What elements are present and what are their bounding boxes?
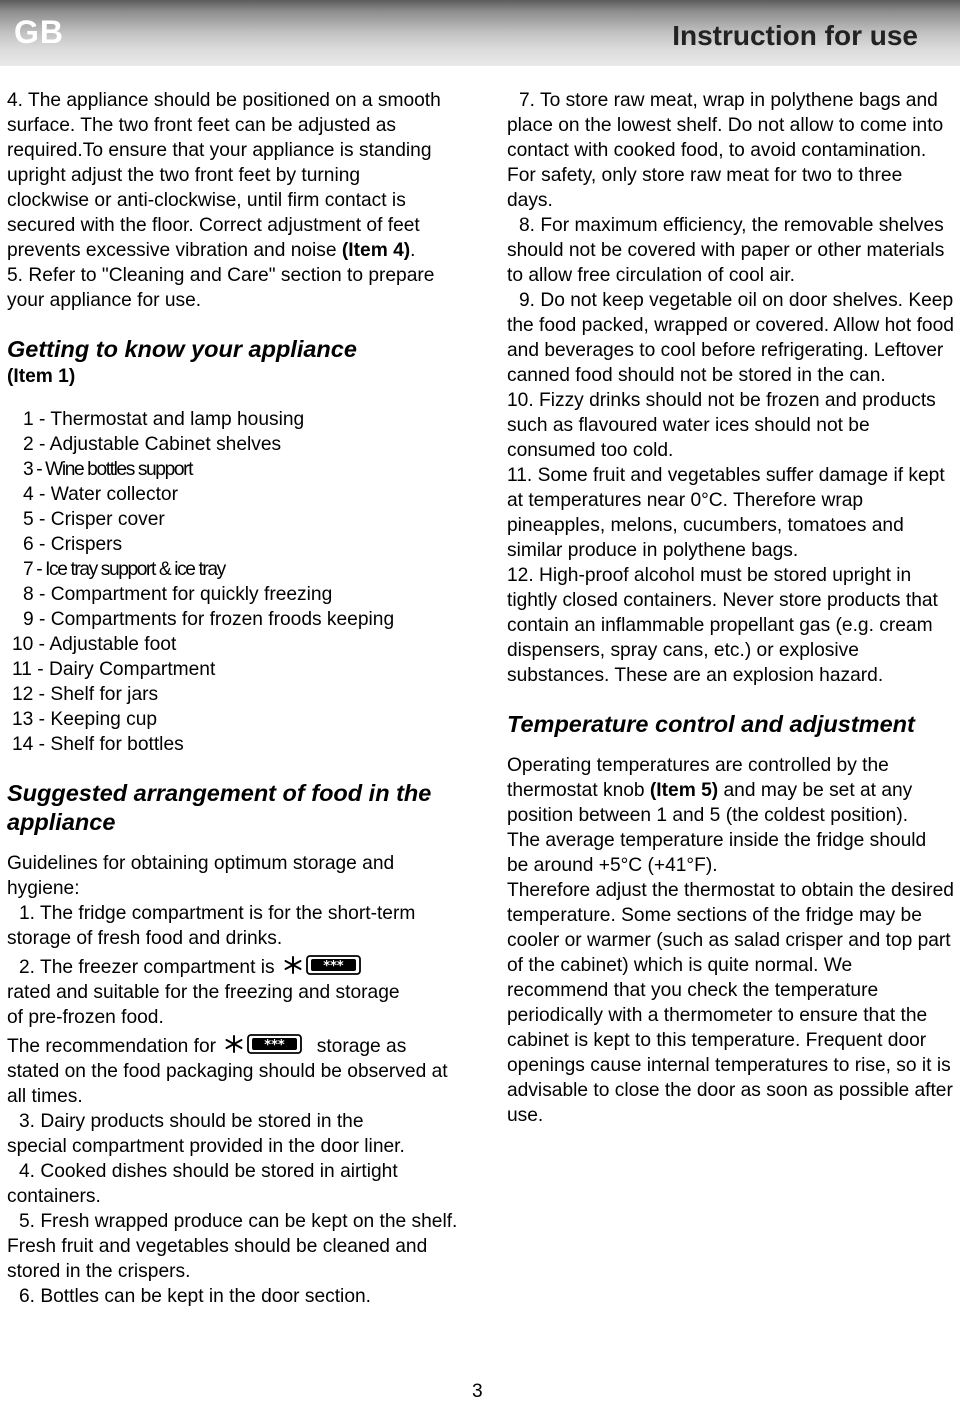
guideline-7: 7. To store raw meat, wrap in polythene bags and place on the lowest shelf. Do not allow to come into contact with cooked food, to avoid contamination. For safety, only store raw meat for two to three days. [507,90,944,211]
section-heading-know: Getting to know your appliance [7,336,357,362]
list-item: 5 - Crisper cover [23,509,165,530]
section-heading-arrangement: Suggested arrangement of food in the appliance [7,780,432,835]
guideline-10: 10. Fizzy drinks should not be frozen and products such as flavoured water ices should not be consumed too cold. [507,390,936,461]
svg-text:***: *** [264,1038,286,1053]
list-item: 7 - Ice tray support & ice tray [23,559,225,580]
guideline-recommendation: The recommendation for *** storage as stated on the food packaging should be observed at all times. [7,1033,457,1109]
list-item: 14 - Shelf for bottles [12,734,184,755]
page-number: 3 [472,1381,483,1402]
list-item: 9 - Compartments for frozen froods keeping [23,609,395,630]
list-item: 8 - Compartment for quickly freezing [23,584,333,605]
guideline-2: 2. The freezer compartment is *** rated and suitable for the freezing and storage of pre-frozen food. [7,954,407,1030]
guideline-9: 9. Do not keep vegetable oil on door shelves. Keep the food packed, wrapped or covered. Allow hot food and beverages to cool before refrigerating. Leftover canned food should not be stored in the can. [507,290,954,386]
list-item: 3 - Wine bottles support [23,459,193,480]
paragraph-adjust-thermostat: Therefore adjust the thermostat to obtain the desired temperature. Some sections of the fridge may be cooler or warmer (such as salad crisper and top part of the cabinet) which is quite normal. We recommend that you check the temperature periodically with a thermometer to ensure that the cabinet is kept to this temperature. Frequent door openings cause internal temperatures to rise, so it is advisable to close the door as soon as possible after use. [507,880,954,1126]
guideline-3: 3. Dairy products should be stored in the special compartment provided in the door liner. [7,1111,405,1157]
list-item: 2 - Adjustable Cabinet shelves [23,434,282,455]
freezer-star-rating-icon [223,1033,303,1055]
left-column [7,88,477,1309]
item-reference: (Item 1) [7,366,76,387]
paragraph-average-temp: The average temperature inside the fridge should be around +5°C (+41°F). [507,830,927,876]
section-heading-temperature: Temperature control and adjustment [507,711,915,737]
list-item: 12 - Shelf for jars [12,684,159,705]
guideline-12: 12. High-proof alcohol must be stored upright in tightly closed containers. Never store products that contain an inflammable propellant gas (e.g. cream dispensers, spray cans, etc.) or explosive substances. These are an explosion hazard. [507,565,938,686]
list-item: 11 - Dairy Compartment [12,659,216,680]
paragraph-thermostat: Operating temperatures are controlled by the thermostat knob (Item 5) and may be set at any position between 1 and 5 (the coldest position). [507,755,913,826]
list-item: 6 - Crispers [23,534,123,555]
paragraph-feet: 4. The appliance should be positioned on a smooth surface. The two front feet can be adjusted as required.To ensure that your appliance is standing upright adjust the two front feet by turning clockwise or anti-clockwise, until firm contact is secured with the floor. Correct adjustment of feet prevents excessive vibration and noise (Item 4). [7,90,441,261]
guideline-5: 5. Fresh wrapped produce can be kept on the shelf. Fresh fruit and vegetables should be cleaned and stored in the crispers. [7,1211,458,1282]
language-code: GB [14,14,64,50]
guideline-8: 8. For maximum efficiency, the removable shelves should not be covered with paper or other materials to allow free circulation of cool air. [507,215,945,286]
page-header [0,0,960,66]
guideline-4: 4. Cooked dishes should be stored in airtight containers. [7,1161,398,1207]
guideline-11: 11. Some fruit and vegetables suffer damage if kept at temperatures near 0°C. Therefore wrap pineapples, melons, cucumbers, tomatoes and similar produce in polythene bags. [507,465,945,561]
guideline-1: 1. The fridge compartment is for the short-term storage of fresh food and drinks. [7,903,416,949]
paragraph-cleaning-ref: 5. Refer to "Cleaning and Care" section to prepare your appliance for use. [7,265,435,311]
parts-list [7,407,477,757]
freezer-star-rating-icon [282,954,362,976]
header-title: Instruction for use [672,20,918,51]
list-item: 13 - Keeping cup [12,709,158,730]
guideline-6: 6. Bottles can be kept in the door section. [19,1286,371,1307]
list-item: 1 - Thermostat and lamp housing [23,409,305,430]
right-column [507,88,957,1128]
paragraph-guidelines: Guidelines for obtaining optimum storage and hygiene: [7,853,395,899]
svg-text:***: *** [323,959,344,974]
list-item: 4 - Water collector [23,484,178,505]
list-item: 10 - Adjustable foot [12,634,177,655]
